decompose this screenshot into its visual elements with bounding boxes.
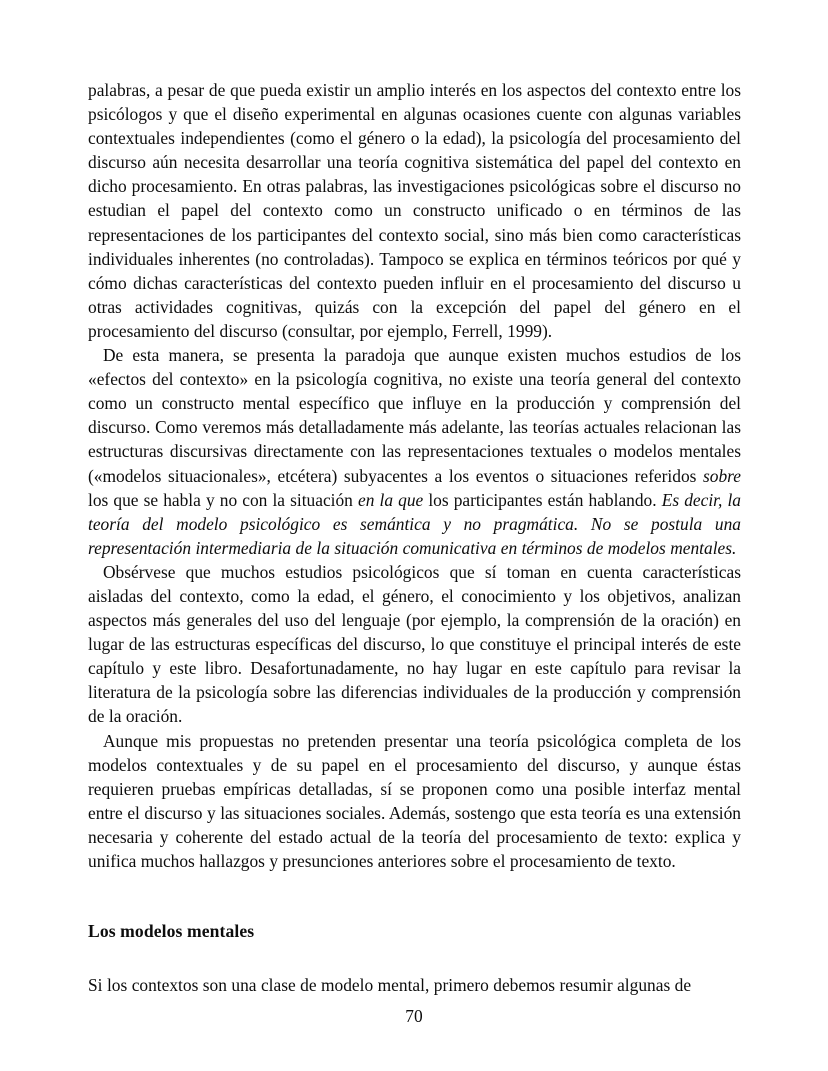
emphasis-text: Es decir, la teoría del modelo psicológico es semántica y no pragmática. No se postula una representación intermediaria de la situación comunicativa en términos de modelos mentales. <box>88 489 741 558</box>
paragraph-paradoja: De esta manera, se presenta la paradoja que aunque existen muchos estudios de los «efectos del contexto» en la psicología cognitiva, no existe una teoría general del contexto como un constructo mental específico que influye en la producción y comprensión del discurso. Como veremos más detalladamente más adelante, las teorías actuales relacionan las estructuras discursivas directamente con las representaciones textuales o modelos mentales («modelos situacionales», etcétera) subyacentes a los eventos o situaciones referidos sobre los que se habla y no con la situación en la que los participantes están hablando. Es decir, la teoría del modelo psicológico es semántica y no pragmática. No se postula una representación intermediaria de la situación comunicativa en términos de modelos mentales. <box>88 345 741 558</box>
text-column <box>88 78 741 997</box>
paragraph-observese: Obsérvese que muchos estudios psicológicos que sí toman en cuenta características aisladas del contexto, como la edad, el género, el conocimiento y los objetivos, analizan aspectos más generales del uso del lenguaje (por ejemplo, la comprensión de la oración) en lugar de las estructuras específicas del discurso, lo que constituye el principal interés de este capítulo y este libro. Desafortunadamente, no hay lugar en este capítulo para revisar la literatura de la psicología sobre las diferencias individuales de la producción y comprensión de la oración. <box>88 561 741 727</box>
heading-spacer-above <box>88 873 741 919</box>
paragraph-continuation: palabras, a pesar de que pueda existir un amplio interés en los aspectos del contexto entre los psicólogos y que el diseño experimental en algunas ocasiones cuente con algunas variables contextuales independientes (como el género o la edad), la psicología del procesamiento del discurso aún necesita desarrollar una teoría cognitiva sistemática del papel del contexto en dicho procesamiento. En otras palabras, las investigaciones psicológicas sobre el discurso no estudian el papel del contexto como un constructo unificado o en términos de las representaciones de los participantes del contexto social, sino más bien como características individuales inherentes (no controladas). Tampoco se explica en términos teóricos por qué y cómo dichas características del contexto pueden influir en el procesamiento del discurso u otras actividades cognitivas, quizás con la excepción del papel del género en el procesamiento del discurso (consultar, por ejemplo, Ferrell, 1999). <box>88 80 741 341</box>
emphasis-text: en la que <box>357 489 424 510</box>
section-heading-los-modelos-mentales: Los modelos mentales <box>88 921 255 942</box>
page-number: 70 <box>405 1006 423 1026</box>
heading-spacer-below <box>88 943 741 973</box>
emphasis-text: sobre <box>703 465 741 486</box>
paragraph-si-los-contextos: Si los contextos son una clase de modelo mental, primero debemos resumir algunas de <box>88 975 692 996</box>
paragraph-propuestas: Aunque mis propuestas no pretenden presentar una teoría psicológica completa de los modelos contextuales y de su papel en el procesamiento del discurso, y aunque éstas requieren pruebas empíricas detalladas, sí se proponen como una posible interfaz mental entre el discurso y las situaciones sociales. Además, sostengo que esta teoría es una extensión necesaria y coherente del estado actual de la teoría del procesamiento de texto: explica y unifica muchos hallazgos y presunciones anteriores sobre el procesamiento de texto. <box>88 730 741 871</box>
